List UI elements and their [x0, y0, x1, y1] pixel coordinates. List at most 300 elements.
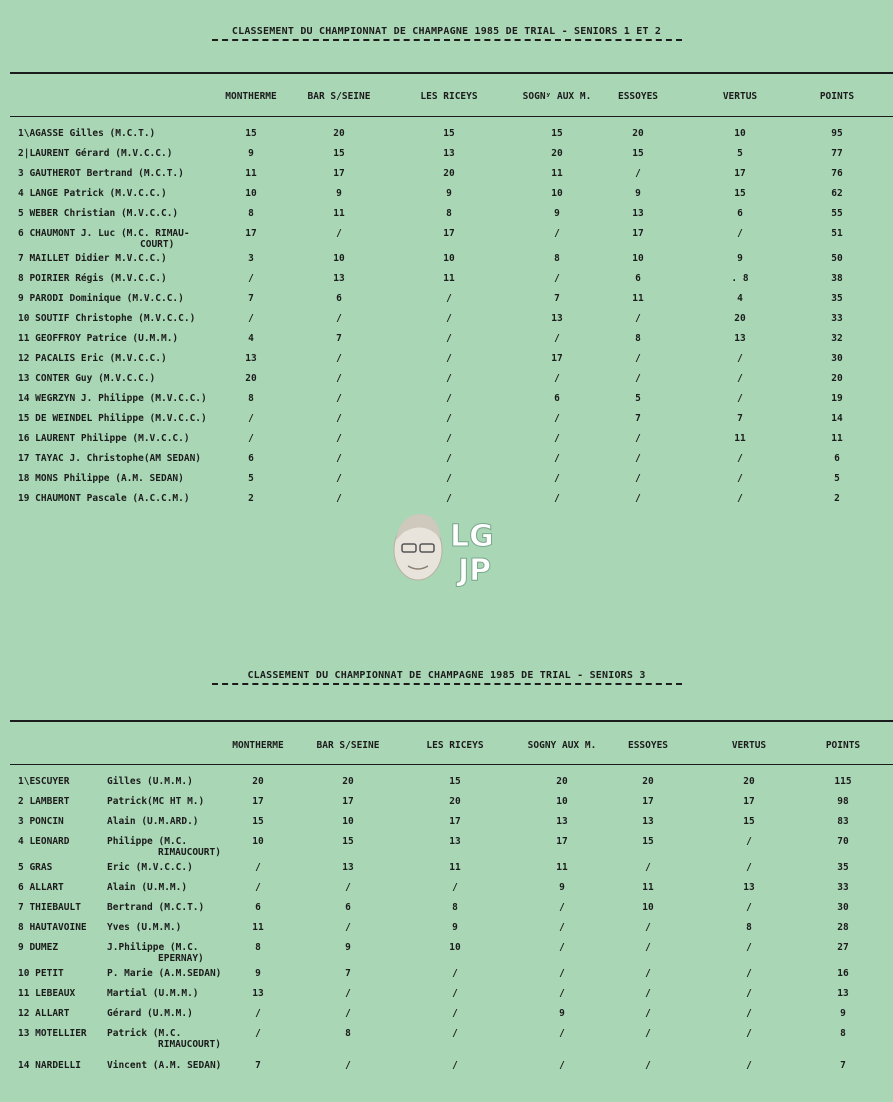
- score-cell: /: [336, 313, 342, 324]
- score-cell: 17: [449, 816, 461, 827]
- table1-col-header: POINTS: [819, 91, 855, 102]
- portrait-icon: [394, 514, 442, 580]
- score-cell: /: [559, 1060, 565, 1071]
- table1-header-rule: [10, 116, 893, 117]
- points-cell: 9: [840, 1008, 846, 1019]
- table2-header: [0, 740, 893, 754]
- score-cell: /: [336, 228, 342, 239]
- score-cell: 5: [635, 393, 641, 404]
- score-cell: 6: [635, 273, 641, 284]
- score-cell: /: [345, 882, 351, 893]
- table1-col-header: MONTHERME: [225, 91, 277, 102]
- rider-name: 8 HAUTAVOINE: [18, 922, 87, 933]
- score-cell: 13: [449, 836, 461, 847]
- score-cell: 13: [551, 313, 563, 324]
- table1-row: [0, 228, 893, 250]
- score-cell: /: [737, 453, 743, 464]
- table1-row: [0, 433, 893, 447]
- rider-first-name: Yves (U.M.M.): [107, 922, 182, 933]
- score-cell: 6: [737, 208, 743, 219]
- score-cell: /: [737, 228, 743, 239]
- rider-name: 14 NARDELLI: [18, 1060, 81, 1071]
- points-cell: 95: [831, 128, 843, 139]
- score-cell: 9: [452, 922, 458, 933]
- points-cell: 32: [831, 333, 843, 344]
- score-cell: 8: [635, 333, 641, 344]
- rider-name: 9 PARODI Dominique (M.V.C.C.): [18, 293, 184, 304]
- rider-name: 18 MONS Philippe (A.M. SEDAN): [18, 473, 184, 484]
- table1-row: [0, 393, 893, 407]
- score-cell: 4: [248, 333, 254, 344]
- table1-header: [0, 91, 893, 105]
- rider-name: 1\ESCUYER: [18, 776, 70, 787]
- score-cell: 17: [632, 228, 644, 239]
- score-cell: 15: [252, 816, 264, 827]
- rider-first-name: J.Philippe (M.C.: [107, 942, 199, 953]
- score-cell: /: [645, 1060, 651, 1071]
- score-cell: 10: [551, 188, 563, 199]
- score-cell: 20: [449, 796, 461, 807]
- points-cell: 35: [837, 862, 849, 873]
- score-cell: /: [635, 433, 641, 444]
- score-cell: /: [345, 988, 351, 999]
- score-cell: /: [452, 1008, 458, 1019]
- score-cell: /: [554, 413, 560, 424]
- table1-row: [0, 128, 893, 142]
- score-cell: /: [554, 433, 560, 444]
- score-cell: /: [737, 393, 743, 404]
- points-cell: 33: [837, 882, 849, 893]
- rider-name: 17 TAYAC J. Christophe(AM SEDAN): [18, 453, 202, 464]
- score-cell: 7: [255, 1060, 261, 1071]
- score-cell: 11: [449, 862, 461, 873]
- score-cell: /: [446, 413, 452, 424]
- table1-row: [0, 413, 893, 427]
- score-cell: /: [336, 433, 342, 444]
- rider-name: 13 MOTELLIER: [18, 1028, 87, 1039]
- score-cell: /: [452, 1028, 458, 1039]
- score-cell: 15: [734, 188, 746, 199]
- rider-name: 2 LAMBERT: [18, 796, 70, 807]
- score-cell: 11: [734, 433, 746, 444]
- score-cell: 9: [554, 208, 560, 219]
- rider-name: 5 GRAS: [18, 862, 53, 873]
- score-cell: /: [746, 1008, 752, 1019]
- table1-title: CLASSEMENT DU CHAMPIONNAT DE CHAMPAGNE 1985 DE TRIAL - SENIORS 1 ET 2: [0, 26, 893, 41]
- score-cell: /: [746, 1028, 752, 1039]
- table2-row: [0, 796, 893, 810]
- score-cell: 20: [443, 168, 455, 179]
- score-cell: 17: [551, 353, 563, 364]
- score-cell: 15: [743, 816, 755, 827]
- score-cell: 7: [345, 968, 351, 979]
- score-cell: 6: [248, 453, 254, 464]
- rider-first-name: Gérard (U.M.M.): [107, 1008, 193, 1019]
- rider-first-name: Alain (U.M.M.): [107, 882, 188, 893]
- score-cell: 8: [554, 253, 560, 264]
- points-cell: 13: [837, 988, 849, 999]
- score-cell: /: [635, 373, 641, 384]
- score-cell: 6: [554, 393, 560, 404]
- score-cell: 15: [551, 128, 563, 139]
- score-cell: /: [336, 353, 342, 364]
- table2-row: [0, 1028, 893, 1050]
- score-cell: 11: [245, 168, 257, 179]
- score-cell: 15: [632, 148, 644, 159]
- score-cell: 6: [345, 902, 351, 913]
- rider-first-name: Vincent (A.M. SEDAN): [107, 1060, 222, 1071]
- score-cell: 8: [255, 942, 261, 953]
- score-cell: /: [446, 373, 452, 384]
- table1-col-header: ESSOYES: [617, 91, 659, 102]
- score-cell: 4: [737, 293, 743, 304]
- score-cell: /: [336, 413, 342, 424]
- score-cell: 17: [342, 796, 354, 807]
- score-cell: /: [645, 1008, 651, 1019]
- score-cell: 17: [556, 836, 568, 847]
- rider-name: 1\AGASSE Gilles (M.C.T.): [18, 128, 156, 139]
- rider-name: 7 THIEBAULT: [18, 902, 81, 913]
- table2-col-header: MONTHERME: [232, 740, 284, 751]
- score-cell: 20: [551, 148, 563, 159]
- score-cell: 7: [554, 293, 560, 304]
- score-cell: 6: [255, 902, 261, 913]
- rider-name: 14 WEGRZYN J. Philippe (M.V.C.C.): [18, 393, 207, 404]
- score-cell: 2: [248, 493, 254, 504]
- score-cell: /: [446, 493, 452, 504]
- points-cell: 77: [831, 148, 843, 159]
- points-cell: 14: [831, 413, 843, 424]
- score-cell: /: [737, 373, 743, 384]
- table2-col-header: ESSOYES: [627, 740, 669, 751]
- score-cell: 9: [248, 148, 254, 159]
- score-cell: 11: [333, 208, 345, 219]
- score-cell: 20: [252, 776, 264, 787]
- score-cell: 17: [734, 168, 746, 179]
- score-cell: 11: [252, 922, 264, 933]
- rider-first-name: Philippe (M.C.: [107, 836, 188, 847]
- score-cell: /: [452, 1060, 458, 1071]
- score-cell: 10: [734, 128, 746, 139]
- rider-name: 10 PETIT: [18, 968, 64, 979]
- points-cell: 55: [831, 208, 843, 219]
- score-cell: /: [255, 1008, 261, 1019]
- score-cell: 9: [345, 942, 351, 953]
- points-cell: 38: [831, 273, 843, 284]
- rider-name: 6 CHAUMONT J. Luc (M.C. RIMAU-: [18, 228, 190, 239]
- score-cell: 8: [345, 1028, 351, 1039]
- score-cell: 15: [333, 148, 345, 159]
- lgjp-logo: [378, 500, 518, 600]
- rider-name: 19 CHAUMONT Pascale (A.C.C.M.): [18, 493, 190, 504]
- points-cell: 19: [831, 393, 843, 404]
- score-cell: /: [248, 313, 254, 324]
- table2-title: CLASSEMENT DU CHAMPIONNAT DE CHAMPAGNE 1985 DE TRIAL - SENIORS 3: [0, 670, 893, 685]
- points-cell: 16: [837, 968, 849, 979]
- points-cell: 30: [837, 902, 849, 913]
- score-cell: 13: [252, 988, 264, 999]
- rider-name: 4 LEONARD: [18, 836, 70, 847]
- points-cell: 70: [837, 836, 849, 847]
- score-cell: /: [559, 968, 565, 979]
- points-cell: 30: [831, 353, 843, 364]
- score-cell: /: [737, 473, 743, 484]
- score-cell: /: [554, 373, 560, 384]
- table1-row: [0, 293, 893, 307]
- score-cell: /: [452, 968, 458, 979]
- table1-row: [0, 333, 893, 347]
- rider-first-name: Martial (U.M.M.): [107, 988, 199, 999]
- score-cell: 20: [632, 128, 644, 139]
- points-cell: 27: [837, 942, 849, 953]
- score-cell: /: [554, 228, 560, 239]
- score-cell: 9: [255, 968, 261, 979]
- score-cell: 15: [342, 836, 354, 847]
- score-cell: /: [345, 1008, 351, 1019]
- table1-row: [0, 208, 893, 222]
- points-cell: 5: [834, 473, 840, 484]
- logo-text-jp: JP: [458, 553, 492, 588]
- table2-row: [0, 776, 893, 790]
- score-cell: /: [737, 493, 743, 504]
- table2-col-header: LES RICEYS: [426, 740, 484, 751]
- table1-row: [0, 148, 893, 162]
- score-cell: 13: [743, 882, 755, 893]
- score-cell: 11: [551, 168, 563, 179]
- score-cell: 6: [336, 293, 342, 304]
- score-cell: /: [635, 313, 641, 324]
- points-cell: 98: [837, 796, 849, 807]
- table2-row: [0, 882, 893, 896]
- table2-row: [0, 1060, 893, 1074]
- score-cell: 17: [642, 796, 654, 807]
- score-cell: 7: [248, 293, 254, 304]
- rider-name: 7 MAILLET Didier M.V.C.C.): [18, 253, 167, 264]
- rider-name: 15 DE WEINDEL Philippe (M.V.C.C.): [18, 413, 207, 424]
- points-cell: 28: [837, 922, 849, 933]
- score-cell: 10: [556, 796, 568, 807]
- score-cell: 15: [449, 776, 461, 787]
- score-cell: 20: [642, 776, 654, 787]
- points-cell: 115: [834, 776, 852, 787]
- score-cell: /: [345, 1060, 351, 1071]
- score-cell: 10: [252, 836, 264, 847]
- score-cell: 15: [642, 836, 654, 847]
- rider-club-cont: RIMAUCOURT): [158, 1039, 221, 1050]
- score-cell: 10: [342, 816, 354, 827]
- score-cell: /: [336, 493, 342, 504]
- table2-row: [0, 988, 893, 1002]
- score-cell: 9: [635, 188, 641, 199]
- score-cell: 13: [642, 816, 654, 827]
- score-cell: 7: [336, 333, 342, 344]
- score-cell: /: [559, 1028, 565, 1039]
- score-cell: 10: [443, 253, 455, 264]
- score-cell: 20: [245, 373, 257, 384]
- score-cell: /: [746, 1060, 752, 1071]
- score-cell: 9: [446, 188, 452, 199]
- score-cell: /: [554, 473, 560, 484]
- score-cell: 9: [559, 1008, 565, 1019]
- rider-name: 11 GEOFFROY Patrice (U.M.M.): [18, 333, 179, 344]
- score-cell: /: [746, 968, 752, 979]
- score-cell: /: [248, 273, 254, 284]
- rider-name: 12 PACALIS Eric (M.V.C.C.): [18, 353, 167, 364]
- score-cell: 11: [556, 862, 568, 873]
- table1-row: [0, 188, 893, 202]
- score-cell: 10: [333, 253, 345, 264]
- score-cell: 20: [743, 776, 755, 787]
- score-cell: /: [635, 473, 641, 484]
- score-cell: 8: [446, 208, 452, 219]
- points-cell: 11: [831, 433, 843, 444]
- table2-col-header: SOGNY AUX M.: [527, 740, 597, 751]
- table1-col-header: SOGNʸ AUX M.: [522, 91, 592, 102]
- rider-first-name: Alain (U.M.ARD.): [107, 816, 199, 827]
- points-cell: 83: [837, 816, 849, 827]
- rider-name: 8 POIRIER Régis (M.V.C.C.): [18, 273, 167, 284]
- score-cell: 7: [635, 413, 641, 424]
- score-cell: /: [248, 433, 254, 444]
- rider-name: 5 WEBER Christian (M.V.C.C.): [18, 208, 179, 219]
- score-cell: /: [446, 453, 452, 464]
- score-cell: /: [635, 353, 641, 364]
- score-cell: /: [336, 393, 342, 404]
- score-cell: /: [336, 373, 342, 384]
- score-cell: /: [446, 293, 452, 304]
- rider-first-name: Bertrand (M.C.T.): [107, 902, 205, 913]
- score-cell: /: [446, 393, 452, 404]
- table1-col-header: VERTUS: [722, 91, 758, 102]
- score-cell: 3: [248, 253, 254, 264]
- score-cell: /: [554, 493, 560, 504]
- score-cell: 13: [245, 353, 257, 364]
- rider-first-name: P. Marie (A.M.SEDAN): [107, 968, 222, 979]
- score-cell: 8: [248, 393, 254, 404]
- score-cell: 10: [245, 188, 257, 199]
- table1-row: [0, 453, 893, 467]
- table1-col-header: BAR S/SEINE: [307, 91, 371, 102]
- rider-name: 4 LANGE Patrick (M.V.C.C.): [18, 188, 167, 199]
- score-cell: /: [446, 353, 452, 364]
- score-cell: /: [255, 1028, 261, 1039]
- points-cell: 20: [831, 373, 843, 384]
- score-cell: /: [737, 353, 743, 364]
- score-cell: 11: [642, 882, 654, 893]
- table1-row: [0, 353, 893, 367]
- score-cell: /: [645, 968, 651, 979]
- rider-name: 3 PONCIN: [18, 816, 64, 827]
- score-cell: 15: [443, 128, 455, 139]
- score-cell: /: [554, 273, 560, 284]
- rider-club-cont: EPERNAY): [158, 953, 204, 964]
- score-cell: /: [746, 988, 752, 999]
- score-cell: /: [452, 988, 458, 999]
- score-cell: /: [559, 988, 565, 999]
- score-cell: /: [559, 942, 565, 953]
- score-cell: 8: [746, 922, 752, 933]
- score-cell: /: [645, 988, 651, 999]
- score-cell: /: [554, 453, 560, 464]
- score-cell: 10: [642, 902, 654, 913]
- points-cell: 2: [834, 493, 840, 504]
- score-cell: /: [255, 862, 261, 873]
- score-cell: 10: [449, 942, 461, 953]
- rider-name: 9 DUMEZ: [18, 942, 59, 953]
- score-cell: /: [645, 862, 651, 873]
- score-cell: 13: [342, 862, 354, 873]
- table2-col-header: POINTS: [825, 740, 861, 751]
- table2-row: [0, 862, 893, 876]
- score-cell: 8: [248, 208, 254, 219]
- score-cell: 11: [443, 273, 455, 284]
- rider-club-cont: COURT): [140, 239, 175, 250]
- table1-row: [0, 313, 893, 327]
- rider-first-name: Patrick(MC HT M.): [107, 796, 205, 807]
- score-cell: 17: [443, 228, 455, 239]
- table1-row: [0, 273, 893, 287]
- table2-row: [0, 922, 893, 936]
- table1-row: [0, 373, 893, 387]
- score-cell: 17: [743, 796, 755, 807]
- score-cell: 17: [333, 168, 345, 179]
- rider-name: 2|LAURENT Gérard (M.V.C.C.): [18, 148, 173, 159]
- logo-text-lg: LG: [450, 519, 494, 554]
- points-cell: 35: [831, 293, 843, 304]
- table1-row: [0, 168, 893, 182]
- table2-row: [0, 836, 893, 858]
- rider-name: 3 GAUTHEROT Bertrand (M.C.T.): [18, 168, 184, 179]
- rider-first-name: Patrick (M.C.: [107, 1028, 182, 1039]
- score-cell: 15: [245, 128, 257, 139]
- score-cell: 13: [333, 273, 345, 284]
- rider-name: 6 ALLART: [18, 882, 64, 893]
- score-cell: /: [559, 922, 565, 933]
- score-cell: 13: [632, 208, 644, 219]
- points-cell: 62: [831, 188, 843, 199]
- score-cell: /: [746, 902, 752, 913]
- points-cell: 7: [840, 1060, 846, 1071]
- table1-top-rule: [10, 72, 893, 74]
- table2-row: [0, 816, 893, 830]
- score-cell: 13: [734, 333, 746, 344]
- rider-club-cont: RIMAUCOURT): [158, 847, 221, 858]
- rider-name: 13 CONTER Guy (M.V.C.C.): [18, 373, 156, 384]
- rider-first-name: Eric (M.V.C.C.): [107, 862, 193, 873]
- points-cell: 51: [831, 228, 843, 239]
- score-cell: /: [446, 433, 452, 444]
- score-cell: /: [446, 333, 452, 344]
- table1-row: [0, 473, 893, 487]
- score-cell: 20: [734, 313, 746, 324]
- table2-top-rule: [10, 720, 893, 722]
- rider-name: 12 ALLART: [18, 1008, 70, 1019]
- score-cell: . 8: [731, 273, 749, 284]
- score-cell: /: [345, 922, 351, 933]
- score-cell: /: [645, 1028, 651, 1039]
- score-cell: /: [635, 168, 641, 179]
- score-cell: 20: [556, 776, 568, 787]
- table1-col-header: LES RICEYS: [420, 91, 478, 102]
- score-cell: /: [446, 473, 452, 484]
- score-cell: 7: [737, 413, 743, 424]
- score-cell: /: [746, 836, 752, 847]
- score-cell: /: [446, 313, 452, 324]
- rider-name: 10 SOUTIF Christophe (M.V.C.C.): [18, 313, 196, 324]
- points-cell: 76: [831, 168, 843, 179]
- score-cell: /: [635, 493, 641, 504]
- score-cell: /: [336, 473, 342, 484]
